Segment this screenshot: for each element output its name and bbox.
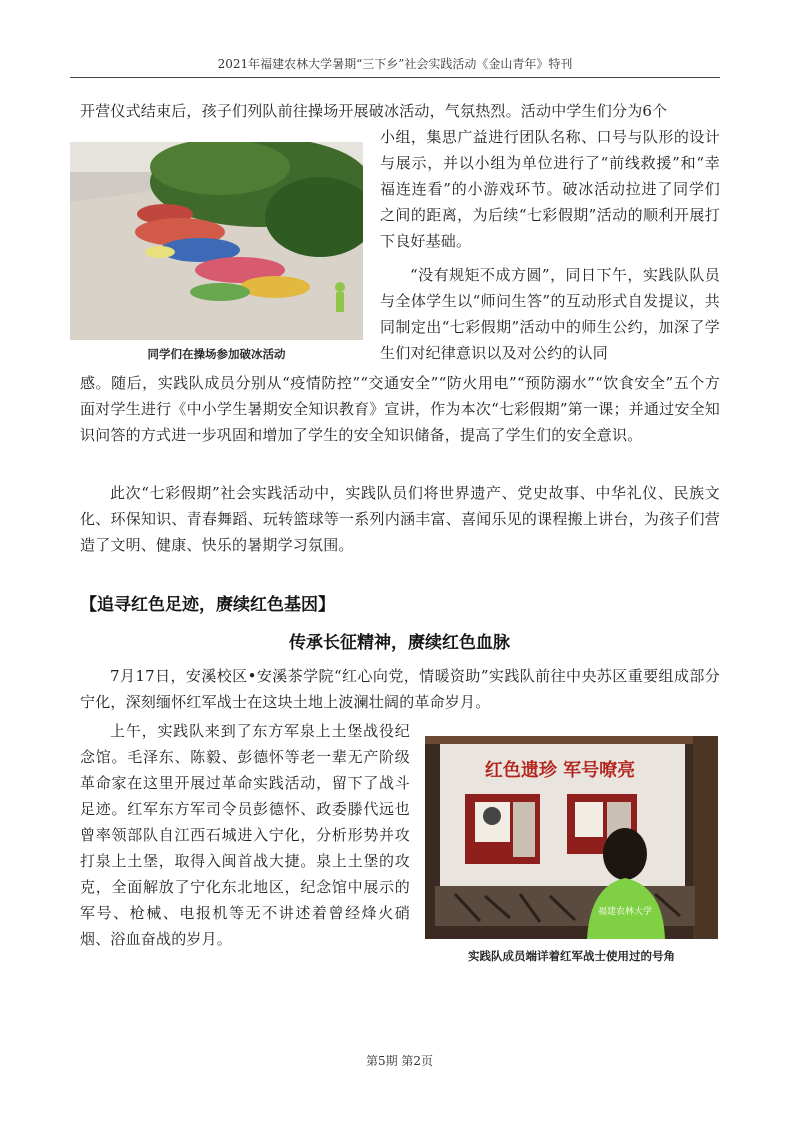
museum-sign-text: 红色遗珍 军号嘹亮	[484, 760, 636, 781]
page-header: 2021年福建农林大学暑期“三下乡”社会实践活动《金山青年》特刊	[70, 55, 720, 78]
paragraph-3: 此次“七彩假期”社会实践活动中，实践队员们将世界遗产、党史故事、中华礼仪、民族文化、环保知识、青春舞蹈、玩转篮球等一系列内涵丰富、喜闻乐见的课程搬上讲台，为孩子们营造了文明、健康、快乐的暑期学习氛围。	[80, 484, 720, 554]
article-subheading: 传承长征精神，赓续红色血脉	[289, 633, 510, 653]
museum-photo-icon	[425, 736, 718, 939]
photo1-caption: 同学们在操场参加破冰活动	[147, 347, 286, 361]
paragraph-5: 上午，实践队来到了东方军泉上土堡战役纪念馆。毛泽东、陈毅、彭德怀等老一辈无产阶级革命家在这里开展过革命实践活动，留下了战斗足迹。红军东方军司令员彭德怀、政委滕代远也曾率领部队自江西石城进入宁化，分析形势并攻打泉上土堡，取得入闽首战大捷。泉上土堡的攻克，全面解放了宁化东北地区，纪念馆中展示的军号、枪械、电报机等无不讲述着曾经烽火硝烟、浴血奋战的岁月。	[80, 722, 410, 948]
paragraph-2-wrap: “没有规矩不成方圆”，同日下午，实践队队员与全体学生以“师问生答”的互动形式自发提议，共同制定出“七彩假期”活动中的师生公约，加深了学生们对纪律意识以及对公约的认同	[380, 266, 720, 362]
paragraph-2-full: 感。随后，实践队成员分别从“疫情防控”“交通安全”“防火用电”“预防溺水”“饮食安全”五个方面对学生进行《中小学生暑期安全知识教育》宣讲，作为本次“七彩假期”第一课；并通过安全知识问答的方式进一步巩固和增加了学生的安全知识储备，提高了学生们的安全意识。	[80, 374, 720, 444]
paragraph-4: 7月17日，安溪校区•安溪茶学院“红心向党，情暖资助”实践队前往中央苏区重要组成部分宁化，深刻缅怀红军战士在这块土地上波澜壮阔的革命岁月。	[80, 667, 720, 711]
photo-playground-icebreaker	[70, 142, 363, 340]
photo-museum-bugle	[425, 736, 718, 939]
playground-photo-icon	[70, 142, 363, 340]
paragraph-1-wrap: 小组，集思广益进行团队名称、口号与队形的设计与展示，并以小组为单位进行了“前线救援”和“幸福连连看”的小游戏环节。破冰活动拉进了同学们之间的距离，为后续“七彩假期”活动的顺利开展打下良好基础。	[380, 128, 720, 250]
shirt-text: 福建农林大学	[597, 907, 653, 917]
page-footer: 第5期 第2页	[365, 1054, 434, 1068]
photo2-caption: 实践队成员端详着红军战士使用过的号角	[468, 949, 675, 963]
section-heading: 【追寻红色足迹，赓续红色基因】	[80, 595, 335, 615]
paragraph-1-line1: 开营仪式结束后，孩子们列队前往操场开展破冰活动，气氛热烈。活动中学生们分为6个	[80, 102, 668, 120]
